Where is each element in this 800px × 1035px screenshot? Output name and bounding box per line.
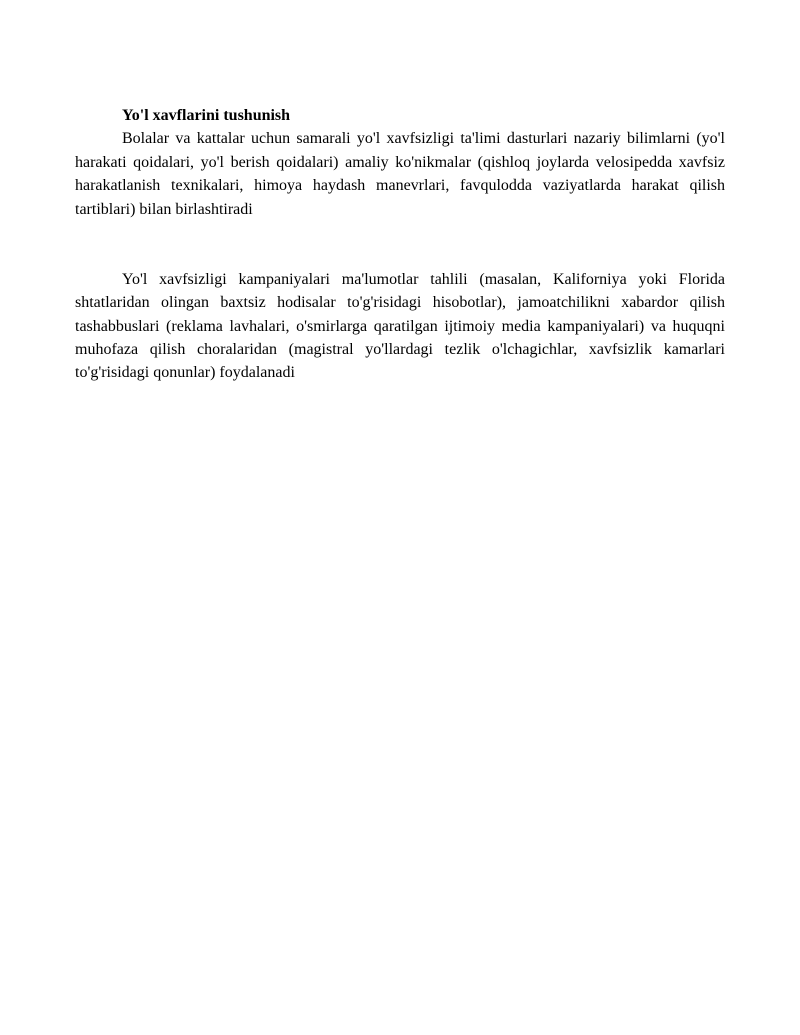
- paragraph-safety-campaigns: Yo'l xavfsizligi kampaniyalari ma'lumotlar tahlili (masalan, Kaliforniya yoki Florida shtatlaridan olingan baxtsiz hodisalar to'g'risidagi hisobotlar), jamoatchilikni xabardor qilish tashabbuslari (reklama lavhalari, o'smirlarga qaratilgan ijtimoiy media kampaniyalari) va huquqni muhofaza qilish choralaridan (magistral yo'llardagi tezlik o'lchagichlar, xavfsizlik kamarlari to'g'risidagi qonunlar) foydalanadi: [75, 270, 725, 382]
- document-body: [75, 104, 725, 385]
- paragraph-spacer: [75, 221, 725, 268]
- section-heading: Yo'l xavflarini tushunish: [122, 107, 291, 124]
- paragraph-education-programs: Bolalar va kattalar uchun samarali yo'l xavfsizligi ta'limi dasturlari nazariy bilimlarni (yo'l harakati qoidalari, yo'l berish qoidalari) amaliy ko'nikmalar (qishloq joylarda velosipedda xavfsiz harakatlanish texnikalari, himoya haydash manevrlari, favqulodda vaziyatlarda harakat qilish tartiblari) bilan birlashtiradi: [75, 130, 725, 218]
